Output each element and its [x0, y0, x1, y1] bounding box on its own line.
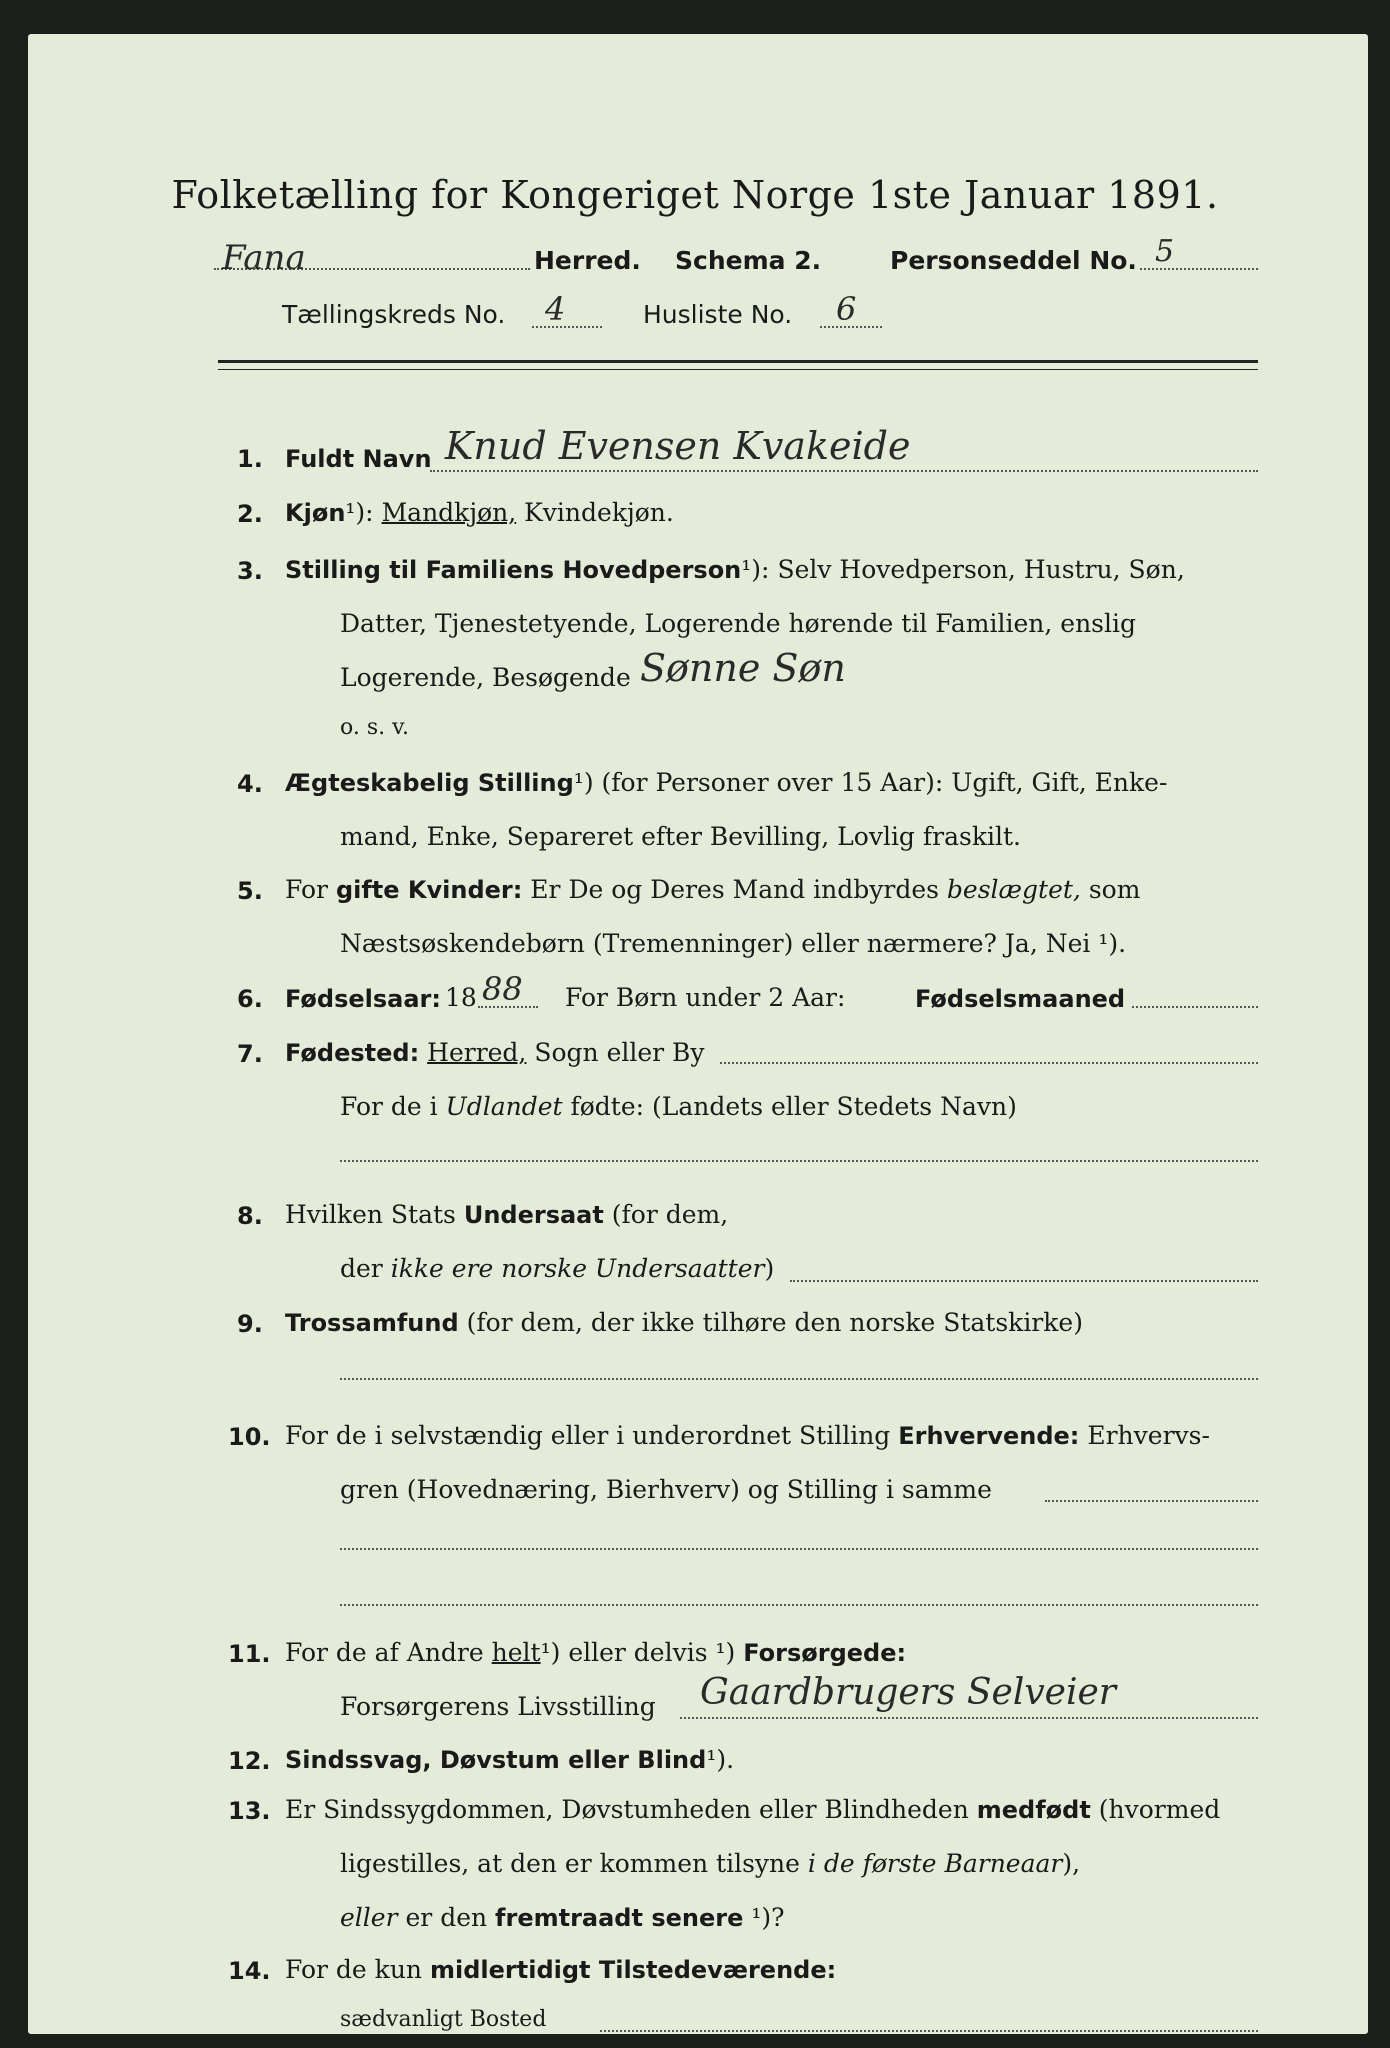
q14-label: midlertidigt Tilstedeværende:: [429, 1956, 837, 1984]
q7-rest: Sogn eller By: [534, 1038, 705, 1067]
q14-number: 14.: [228, 1957, 271, 1985]
q7-line1: [285, 1038, 705, 1067]
q13-line1: [285, 1795, 1220, 1824]
q1-number: 1.: [237, 445, 263, 473]
q13-line2-italic: i de første Barneaar: [807, 1849, 1063, 1878]
q5-line2: Næstsøskendebørn (Tremenninger) eller nærmere? Ja, Nei ¹).: [340, 929, 1127, 958]
q6-text: For Børn under 2 Aar:: [565, 983, 846, 1012]
q3-sup: ¹):: [741, 555, 770, 584]
herred-handwritten: Fana: [222, 238, 306, 278]
q11-handwritten-answer: Gaardbrugers Selveier: [700, 1672, 1117, 1713]
q8-line1: [285, 1200, 728, 1229]
q10-dotted-line-a: [1045, 1500, 1258, 1502]
q10-line2: gren (Hovednæring, Bierhverv) og Stilling i samme: [340, 1475, 992, 1504]
q9-text: (for dem, der ikke tilhøre den norske Statskirke): [466, 1308, 1083, 1337]
q11-text-b: ¹) eller delvis ¹): [540, 1638, 736, 1667]
q5-text-a: For: [285, 875, 328, 904]
q13-number: 13.: [228, 1797, 271, 1825]
q12-label: Sindssvag, Døvstum eller Blind: [285, 1746, 707, 1774]
q1-handwritten-answer: Knud Evensen Kvakeide: [445, 424, 911, 468]
q5-number: 5.: [237, 877, 263, 905]
q7-dotted-line: [720, 1062, 1258, 1064]
q6-handwritten-year: 88: [482, 970, 523, 1008]
q8-dotted-line: [790, 1280, 1258, 1282]
header-rule-thin: [218, 369, 1258, 370]
q13-label: medfødt: [976, 1796, 1091, 1824]
q6-number: 6.: [237, 985, 263, 1013]
q8-line2-b: ): [764, 1254, 775, 1283]
q13-line3-italic: eller: [340, 1903, 398, 1932]
kreds-dotted-line: [532, 326, 602, 328]
q14-line1: [285, 1955, 836, 1984]
q11-number: 11.: [228, 1640, 271, 1668]
q4-number: 4.: [237, 770, 263, 798]
q5-label: gifte Kvinder:: [335, 876, 523, 904]
q7-line2-italic: Udlandet: [445, 1092, 563, 1121]
personseddel-label: Personseddel No.: [890, 246, 1137, 275]
q9-line1: [285, 1308, 1083, 1337]
q13-line3-label: fremtraadt senere: [495, 1904, 744, 1932]
q14-text-a: For de kun: [285, 1955, 423, 1984]
q3-line1: [285, 555, 1185, 584]
q3-label: Stilling til Familiens Hovedperson: [285, 556, 742, 584]
q5-italic: beslægtet,: [946, 875, 1081, 904]
header-rule-thick: [218, 360, 1258, 363]
q11-option-helt: helt: [491, 1638, 541, 1667]
q6-prefix: 18: [445, 983, 477, 1012]
q4-line1-rest: ¹) (for Personer over 15 Aar): Ugift, Gift, Enke-: [573, 768, 1168, 797]
q10-text-b: Erhvervs-: [1087, 1421, 1210, 1450]
q7-label: Fødested:: [285, 1039, 420, 1067]
q12-sup: ¹).: [706, 1745, 735, 1774]
q10-dotted-line-c: [340, 1604, 1258, 1606]
q14-dotted-line: [600, 2030, 1258, 2032]
q11-dotted-line: [680, 1717, 1258, 1719]
q7-option-herred: Herred,: [427, 1038, 527, 1067]
personseddel-handwritten: 5: [1155, 234, 1175, 269]
q8-number: 8.: [237, 1202, 263, 1230]
q7-line2: [340, 1092, 1017, 1121]
schema-label: Schema 2.: [675, 246, 822, 275]
q1-label: Fuldt Navn: [285, 445, 432, 473]
kreds-label: Tællingskreds No.: [282, 300, 506, 329]
q13-line3: [340, 1903, 785, 1932]
q2-label: Kjøn: [285, 499, 346, 527]
q8-text-a: Hvilken Stats: [285, 1200, 456, 1229]
q10-text-a: For de i selvstændig eller i underordnet Stilling: [285, 1421, 891, 1450]
q13-line3-b: ¹)?: [751, 1903, 785, 1932]
q13-text-a: Er Sindssygdommen, Døvstumheden eller Blindheden: [285, 1795, 969, 1824]
q11-line1: [285, 1638, 906, 1667]
herred-label: Herred.: [534, 246, 641, 275]
q5-text-c: som: [1088, 875, 1141, 904]
q6-label2: Fødselsmaaned: [915, 985, 1126, 1013]
q8-text-b: (for dem,: [611, 1200, 729, 1229]
q12-number: 12.: [228, 1747, 271, 1775]
q9-number: 9.: [237, 1310, 263, 1338]
q13-line2: [340, 1849, 1080, 1878]
q10-line1: [285, 1421, 1210, 1450]
kreds-handwritten: 4: [545, 290, 566, 328]
q13-text-b: (hvormed: [1098, 1795, 1221, 1824]
q2-number: 2.: [237, 500, 263, 528]
q10-label: Erhvervende:: [898, 1422, 1080, 1450]
q5-text-b: Er De og Deres Mand indbyrdes: [530, 875, 939, 904]
q11-label: Forsørgede:: [743, 1639, 907, 1667]
q3-line4: o. s. v.: [340, 715, 409, 740]
q11-line2: Forsørgerens Livsstilling: [340, 1692, 656, 1721]
q9-label: Trossamfund: [285, 1309, 459, 1337]
q3-number: 3.: [237, 557, 263, 585]
q8-line2-italic: ikke ere norske Undersaatter: [390, 1254, 765, 1283]
q4-label: Ægteskabelig Stilling: [285, 769, 574, 797]
q3-line1-rest: Selv Hovedperson, Hustru, Søn,: [777, 555, 1185, 584]
q2-option-female: Kvindekjøn.: [524, 498, 674, 527]
q13-line3-a: er den: [405, 1903, 488, 1932]
census-form-sheet: [28, 34, 1368, 2034]
q2-line: [285, 498, 674, 527]
q3-handwritten-answer: Sønne Søn: [640, 646, 846, 690]
q2-sup: ¹):: [345, 498, 374, 527]
husliste-label: Husliste No.: [643, 300, 793, 329]
q8-label: Undersaat: [463, 1201, 604, 1229]
q7-line2-b: fødte: (Landets eller Stedets Navn): [570, 1092, 1017, 1121]
q6-month-dotted-line: [1132, 1006, 1258, 1008]
q3-line3: Logerende, Besøgende: [340, 663, 631, 692]
q7-number: 7.: [237, 1040, 263, 1068]
q2-option-male: Mandkjøn,: [381, 498, 517, 527]
q7-answer-dotted-line: [340, 1160, 1258, 1162]
q12-line1: [285, 1745, 734, 1774]
q6-label: Fødselsaar:: [285, 985, 441, 1013]
q1-dotted-line: [430, 470, 1258, 472]
q7-line2-a: For de i: [340, 1092, 438, 1121]
q10-number: 10.: [228, 1423, 271, 1451]
q8-line2-a: der: [340, 1254, 383, 1283]
q13-line2-a: ligestilles, at den er kommen tilsyne: [340, 1849, 800, 1878]
q9-dotted-line: [340, 1378, 1258, 1380]
q4-line2: mand, Enke, Separeret efter Bevilling, Lovlig fraskilt.: [340, 822, 1021, 851]
q14-line2: sædvanligt Bosted: [340, 2007, 547, 2032]
q11-text-a: For de af Andre: [285, 1638, 484, 1667]
q8-line2: [340, 1254, 774, 1283]
q5-line1: [285, 875, 1140, 904]
q4-line1: [285, 768, 1167, 797]
husliste-handwritten: 6: [836, 290, 857, 328]
q13-line2-b: ),: [1062, 1849, 1081, 1878]
q3-line2: Datter, Tjenestetyende, Logerende hørende til Familien, enslig: [340, 609, 1137, 638]
form-title: Folketælling for Kongeriget Norge 1ste Januar 1891.: [171, 173, 1219, 217]
q10-dotted-line-b: [340, 1548, 1258, 1550]
